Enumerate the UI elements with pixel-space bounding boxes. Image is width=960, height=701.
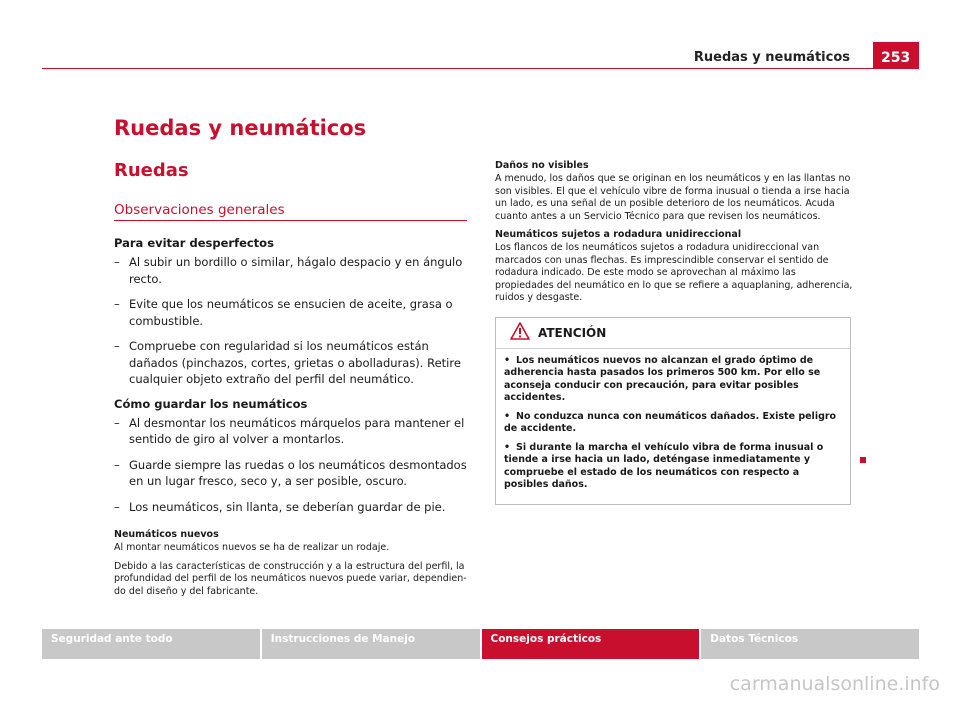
paragraph: A menudo, los daños que se originan en los neumáticos y en las llantas no son visibles. El que el vehículo vibre de forma inusual o tienda a irse hacia un lado, es una señal de un posible deterioro de los neumáticos. Acuda cuanto antes a un Servicio Técnico para que revisen los neumáticos.	[495, 173, 851, 222]
list-item: – Al subir un bordillo o similar, hágalo despacio y en ángulo recto.	[114, 255, 463, 286]
list-item: – Los neumáticos, sin llanta, se deberían guardar de pie.	[114, 499, 446, 514]
section-heading-avoid-damage: Para evitar desperfectos	[114, 236, 274, 250]
warning-body	[496, 349, 850, 504]
right-column	[495, 160, 853, 505]
footer-tab-seguridad[interactable]: Seguridad ante todo	[42, 629, 260, 659]
warning-box	[495, 317, 851, 505]
warning-item: • No conduzca nunca con neumáticos dañados. Existe peligro de accidente.	[504, 410, 837, 434]
paragraph: Debido a las características de construcción y a la estructura del perfil, la profundidad del perfil de los neumáticos nuevos puede variar, dependiendo del diseño y del fabricante.	[114, 560, 467, 597]
subsection-title: Observaciones generales	[114, 202, 285, 218]
warning-title: ATENCIÓN	[538, 325, 607, 340]
running-header-title: Ruedas y neumáticos	[693, 50, 850, 65]
warning-triangle-icon	[510, 322, 530, 344]
footer-tab-consejos[interactable]: Consejos prácticos	[482, 629, 700, 659]
footer-tab-instrucciones[interactable]: Instrucciones de Manejo	[262, 629, 480, 659]
header-divider	[42, 68, 919, 69]
section-heading-storage: Cómo guardar los neumáticos	[114, 396, 308, 411]
section-end-marker	[860, 457, 866, 463]
left-column	[114, 236, 470, 604]
warning-item: • Si durante la marcha el vehículo vibra de forma inusual o tiende a irse hacia un lado, deténgase inmediatamente y compruebe el estado de los neumáticos con respecto a posibles daños.	[504, 441, 824, 490]
footer-nav	[42, 629, 919, 659]
warning-header	[496, 318, 850, 349]
warning-item: • Los neumáticos nuevos no alcanzan el grado óptimo de adherencia hasta pasados los primeros 500 km. Por ello se aconseja conducir con precaución, para evitar posibles accidentes.	[504, 354, 821, 403]
list-item: – Al desmontar los neumáticos márquelos para mantener el sentido de giro al volver a montarlos.	[114, 415, 465, 446]
section-heading-new-tyres: Neumáticos nuevos	[114, 529, 219, 540]
list-item: – Evite que los neumáticos se ensucien de aceite, grasa o combustible.	[114, 297, 453, 328]
section-title: Ruedas	[114, 160, 189, 181]
watermark: carmanualsonline.info	[729, 673, 940, 695]
section-heading-hidden-damage: Daños no visibles	[495, 160, 589, 171]
paragraph: Los flancos de los neumáticos sujetos a rodadura unidireccional van marcados con unas flechas. Es imprescindible conservar el sentido de rodadura indicado. De este modo se aprovechan al máximo las propiedades del neumático en lo que se refiere a aquaplaning, adherencia, ruidos y desgaste.	[495, 242, 853, 303]
list-item: – Guarde siempre las ruedas o los neumáticos desmontados en un lugar fresco, seco y, a ser posible, oscuro.	[114, 457, 467, 488]
chapter-title: Ruedas y neumáticos	[114, 116, 367, 140]
section-heading-unidirectional: Neumáticos sujetos a rodadura unidireccional	[495, 229, 742, 240]
subsection-divider	[114, 220, 467, 221]
list-item: – Compruebe con regularidad si los neumáticos están dañados (pinchazos, cortes, grietas o abolladuras). Retire cualquier objeto extraño del perfil del neumático.	[114, 339, 461, 386]
page-number: 253	[873, 42, 919, 68]
paragraph: Al montar neumáticos nuevos se ha de realizar un rodaje.	[114, 542, 390, 553]
footer-tab-datos[interactable]: Datos Técnicos	[701, 629, 919, 659]
